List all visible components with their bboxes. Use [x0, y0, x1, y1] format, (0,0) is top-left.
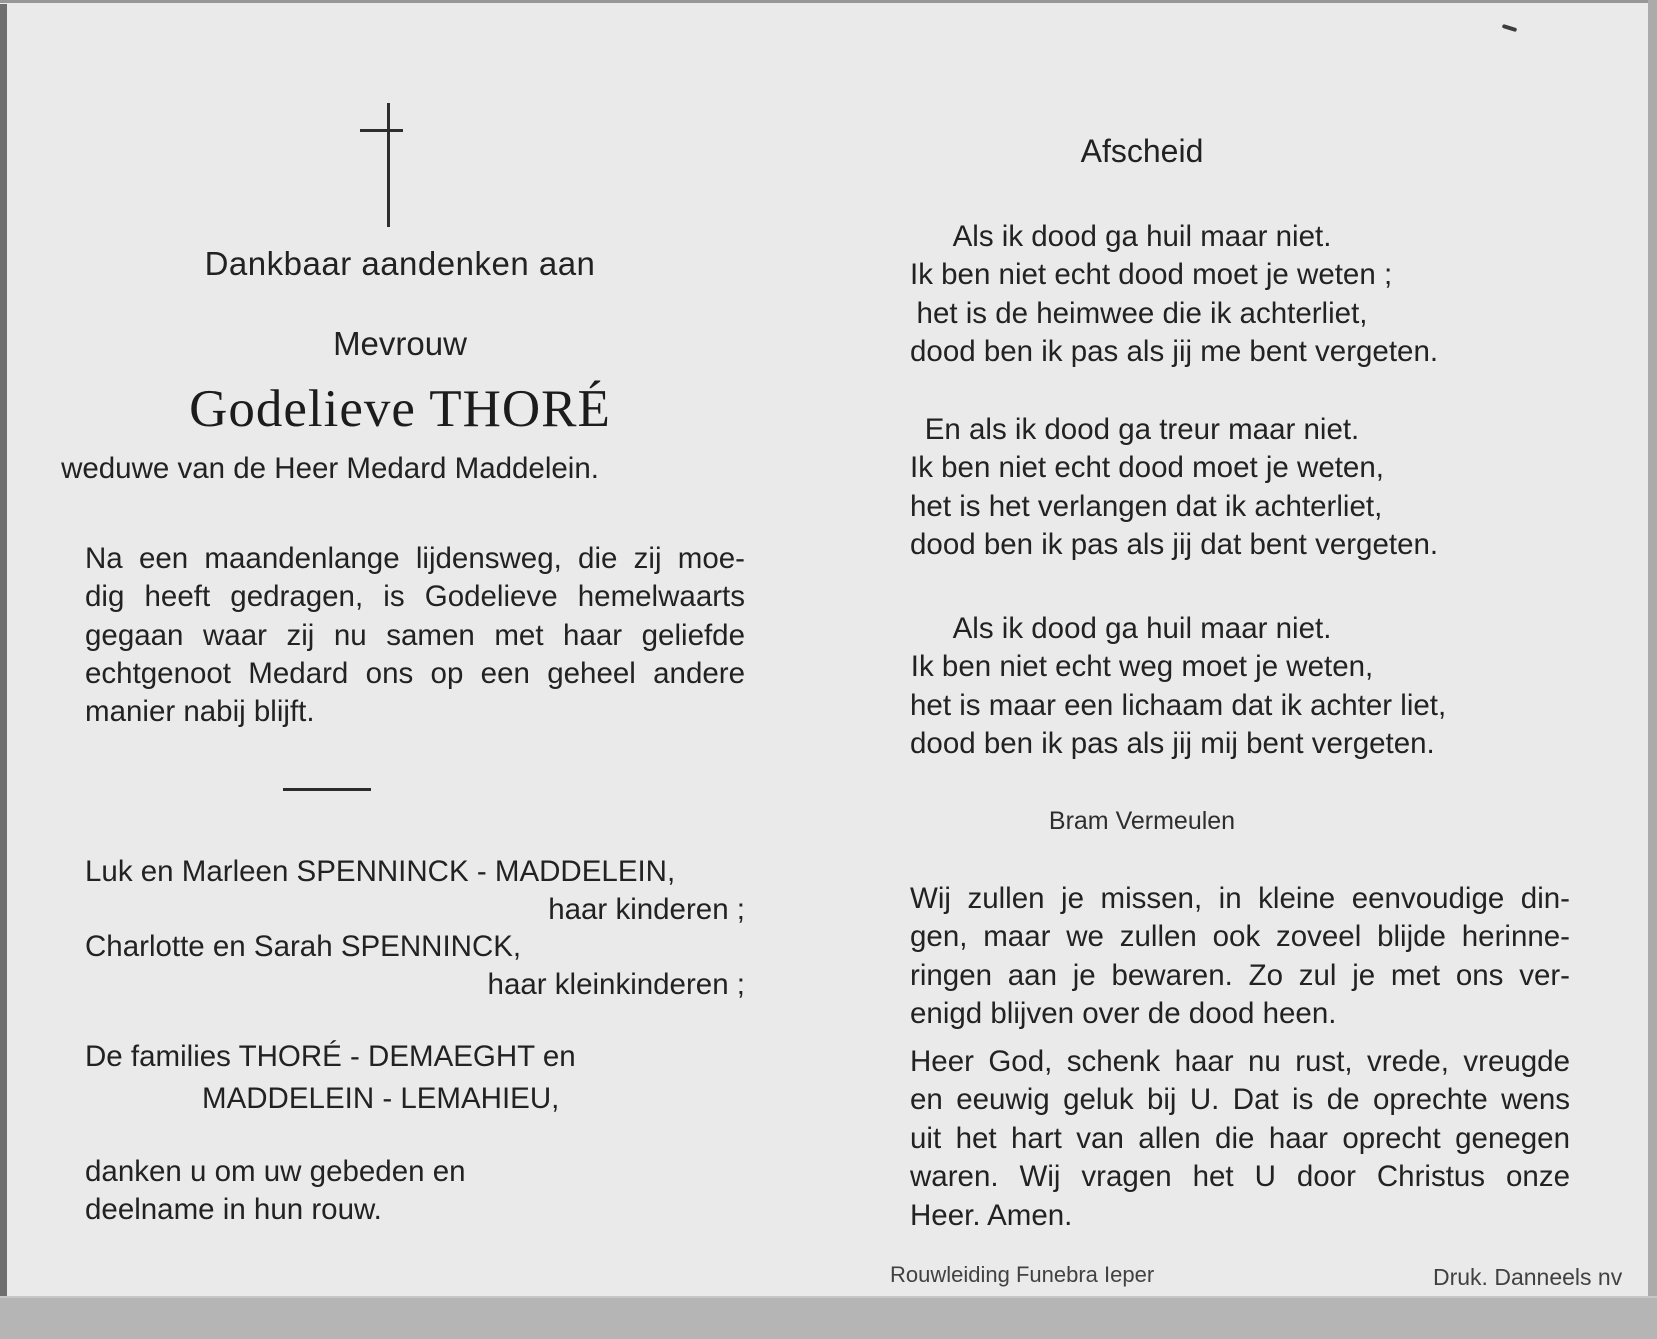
poem-title: Afscheid: [1080, 133, 1204, 169]
right-page: [910, 0, 1570, 1297]
obituary-line: Na een maandenlange lijdensweg, die zij moe-: [85, 542, 745, 575]
scan-edge-right: [1648, 0, 1657, 1298]
cross-icon: [85, 103, 715, 229]
cross-vertical-bar: [387, 103, 390, 227]
honorific-text: Mevrouw: [333, 325, 467, 362]
funeral-home-credit: Rouwleiding Funebra Ieper: [890, 1262, 1155, 1287]
children-names: Luk en Marleen SPENNINCK - MADDELEIN,: [85, 855, 676, 888]
closing-line: ringen aan je bewaren. Zo zul je met ons ver-: [910, 958, 1570, 992]
families-block: [85, 1036, 745, 1120]
printer-credit: Druk. Danneels nv: [1433, 1264, 1623, 1290]
left-page: [61, 0, 745, 1297]
poem-line: Als ik dood ga huil maar niet.: [952, 220, 1332, 253]
closing-line: en eeuwig geluk bij U. Dat is de oprechte wens: [910, 1083, 1570, 1117]
deceased-name: Godelieve THORÉ: [189, 380, 611, 438]
closing-line: waren. Wij vragen het U door Christus onze: [910, 1160, 1570, 1194]
dedication-text: Dankbaar aandenken aan: [204, 245, 596, 282]
poem-line: dood ben ik pas als jij dat bent vergeten.: [910, 527, 1439, 561]
closing-line: Wij zullen je missen, in kleine eenvoudige din-: [910, 882, 1570, 915]
divider-rule: [283, 788, 371, 791]
poem-line: Ik ben niet echt dood moet je weten,: [910, 451, 1384, 485]
scan-edge-bottom: [0, 1296, 1657, 1339]
family-block: [85, 853, 745, 1004]
closing-line: Heer God, schenk haar nu rust, vrede, vreugde: [910, 1045, 1570, 1078]
grandchildren-relation: haar kleinkinderen ;: [487, 968, 745, 1002]
poem-line: het is maar een lichaam dat ik achter liet,: [910, 688, 1447, 722]
poem-line: dood ben ik pas als jij me bent vergeten.: [910, 334, 1439, 368]
closing-paragraph-1: [910, 880, 1570, 1034]
closing-line: Heer. Amen.: [910, 1198, 1073, 1232]
grandchildren-names: Charlotte en Sarah SPENNINCK,: [85, 930, 522, 964]
closing-paragraph-2: [910, 1043, 1570, 1235]
closing-line: gen, maar we zullen ook zoveel blijde herinne-: [910, 920, 1570, 954]
families-line-2: MADDELEIN - LEMAHIEU,: [202, 1082, 560, 1115]
poem-line: En als ik dood ga treur maar niet.: [924, 413, 1360, 446]
thanks-line-1: danken u om uw gebeden en: [85, 1155, 466, 1188]
obituary-line: echtgenoot Medard ons op een geheel andere: [85, 656, 745, 690]
thanks-block: [85, 1153, 745, 1229]
poem-line: het is de heimwee die ik achterliet,: [916, 296, 1368, 330]
thanks-line-2: deelname in hun rouw.: [85, 1193, 382, 1226]
children-relation: haar kinderen ;: [548, 892, 745, 926]
poem-stanza: [910, 610, 1447, 763]
poem-line: Ik ben niet echt weg moet je weten,: [910, 650, 1374, 684]
poem-line: het is het verlangen dat ik achterliet,: [910, 489, 1383, 523]
obituary-line: gegaan waar zij nu samen met haar geliefde: [85, 618, 745, 652]
poem-stanza: [910, 218, 1439, 371]
closing-line: uit het hart van allen die haar oprecht genegen: [910, 1121, 1570, 1155]
obituary-line: manier nabij blijft.: [85, 695, 315, 729]
families-line-1: De families THORÉ - DEMAEGHT en: [85, 1040, 576, 1073]
obituary-line: dig heeft gedragen, is Godelieve hemelwaarts: [85, 580, 745, 614]
widow-line: weduwe van de Heer Medard Maddelein.: [61, 452, 599, 485]
cross-horizontal-bar: [360, 129, 403, 132]
poem-author: Bram Vermeulen: [1048, 807, 1236, 835]
poem-line: Als ik dood ga huil maar niet.: [952, 612, 1332, 645]
closing-line: enigd blijven over de dood heen.: [910, 997, 1337, 1031]
poem-stanza: [910, 411, 1439, 564]
poem-line: dood ben ik pas als jij mij bent vergeten.: [910, 726, 1435, 760]
scan-edge-left: [0, 4, 7, 1298]
poem-line: Ik ben niet echt dood moet je weten ;: [910, 258, 1393, 292]
obituary-paragraph: [85, 540, 745, 731]
